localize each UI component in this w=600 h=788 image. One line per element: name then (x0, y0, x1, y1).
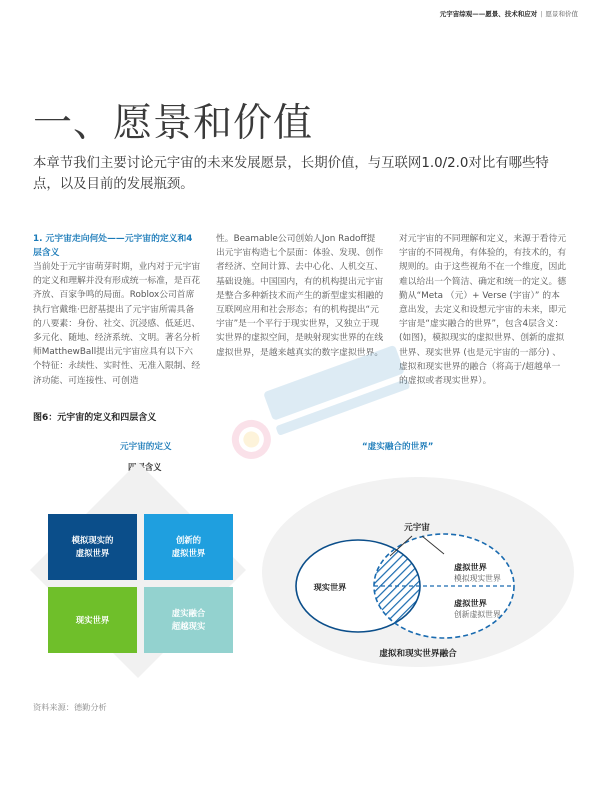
left-diagram-subtitle: 四层含义 (128, 462, 162, 472)
quadrant-fusion (144, 587, 233, 653)
venn-diagram (258, 470, 578, 670)
virtual-sublabel-2: 创新虚拟世界 (454, 610, 501, 619)
column-3-body: 对元宇宙的不同理解和定义，来源于看待元宇宙的不同视角，有体验的，有技术的，有规则的。由于这些视角不在一个维度，因此难以给出一个简洁、确定和统一的定义。德勤从“Meta （元）+ Verse (宇宙）” 的本意出发，去定义和设想元宇宙的未来，即元宇宙是“虚实融合的世界”，包含4层含义：(如图)，模拟现实的虚拟世界、创新的虚拟世界、现实世界 (也是元宇宙的一部分) 、虚拟和现实世界的融合（将高于/超越单一的虚拟或者现实世界）。 (399, 234, 567, 387)
virtual-world-label-1: 虚拟世界 (454, 562, 487, 572)
quadrant-label-4: 虚实融合 超越现实 (171, 608, 206, 631)
figure-title: 图6：元宇宙的定义和四层含义 (33, 413, 157, 423)
quadrant-label-1: 模拟现实的 虚拟世界 (71, 535, 114, 558)
virtual-sublabel-1: 模拟现实世界 (454, 574, 501, 583)
fusion-label: 虚拟和现实世界融合 (379, 649, 457, 659)
quadrant-simulated-virtual (48, 514, 137, 580)
running-header (440, 9, 578, 18)
right-diagram-title: “虚实融合的世界” (362, 442, 434, 452)
quadrant-innovative-virtual (144, 514, 233, 580)
left-diagram-title: 元宇宙的定义 (120, 442, 172, 452)
venn-svg (258, 470, 578, 670)
intro-paragraph: 本章节我们主要讨论元宇宙的未来发展愿景，长期价值，与互联网1.0/2.0对比有哪些特点，以及目前的发展瓶颈。 (33, 156, 549, 192)
metaverse-label: 元宇宙 (404, 523, 430, 533)
quadrant-real-world (48, 587, 137, 653)
virtual-world-label-2: 虚拟世界 (454, 598, 487, 608)
text-column-1 (33, 232, 201, 388)
quadrant-label-2: 创新的 虚拟世界 (171, 535, 206, 558)
quadrant-label-3: 现实世界 (75, 614, 110, 625)
column-2-body: 性。Beamable公司创始人Jon Radoff提出元宇宙构造七个层面：体验、发现、创作者经济、空间计算、去中心化、人机交互、基础设施。中国国内，有的机构提出元宇宙是整合多种新技术而产生的新型虚实相融的互联网应用和社会形态；有的机构提出“元宇宙”是一个平行于现实世界，又独立于现实世界的虚拟空间，是映射现实世界的在线虚拟世界，是越来越真实的数字虚拟世界。 (216, 234, 384, 358)
source-note: 资料来源：德勤分析 (33, 702, 107, 712)
header-separator: | (540, 10, 543, 18)
text-column-3 (399, 232, 567, 388)
real-world-label: 现实世界 (313, 582, 347, 592)
header-doc-title: 元宇宙综观——愿景、技术和应对 (439, 10, 538, 18)
section-heading: 1. 元宇宙走向何处——元宇宙的定义和4层含义 (33, 234, 193, 258)
column-1-body: 当前处于元宇宙萌芽时期，业内对于元宇宙的定义和理解并没有形成统一标准，是百花齐放、百家争鸣的局面。Roblox公司首席执行官戴维·巴舒基提出了元宇宙所需具备的八要素：身份、社交、沉浸感、低延迟、多元化、随地、经济系统、文明。著名分析师MatthewBall提出元宇宙应具有以下六个特征：永续性、实时性、无准入限制、经济功能、可连接性、可创造 (33, 262, 201, 386)
text-column-2 (216, 232, 384, 360)
page-title: 一、愿景和价值 (33, 101, 314, 146)
header-section: 愿景和价值 (545, 10, 578, 18)
